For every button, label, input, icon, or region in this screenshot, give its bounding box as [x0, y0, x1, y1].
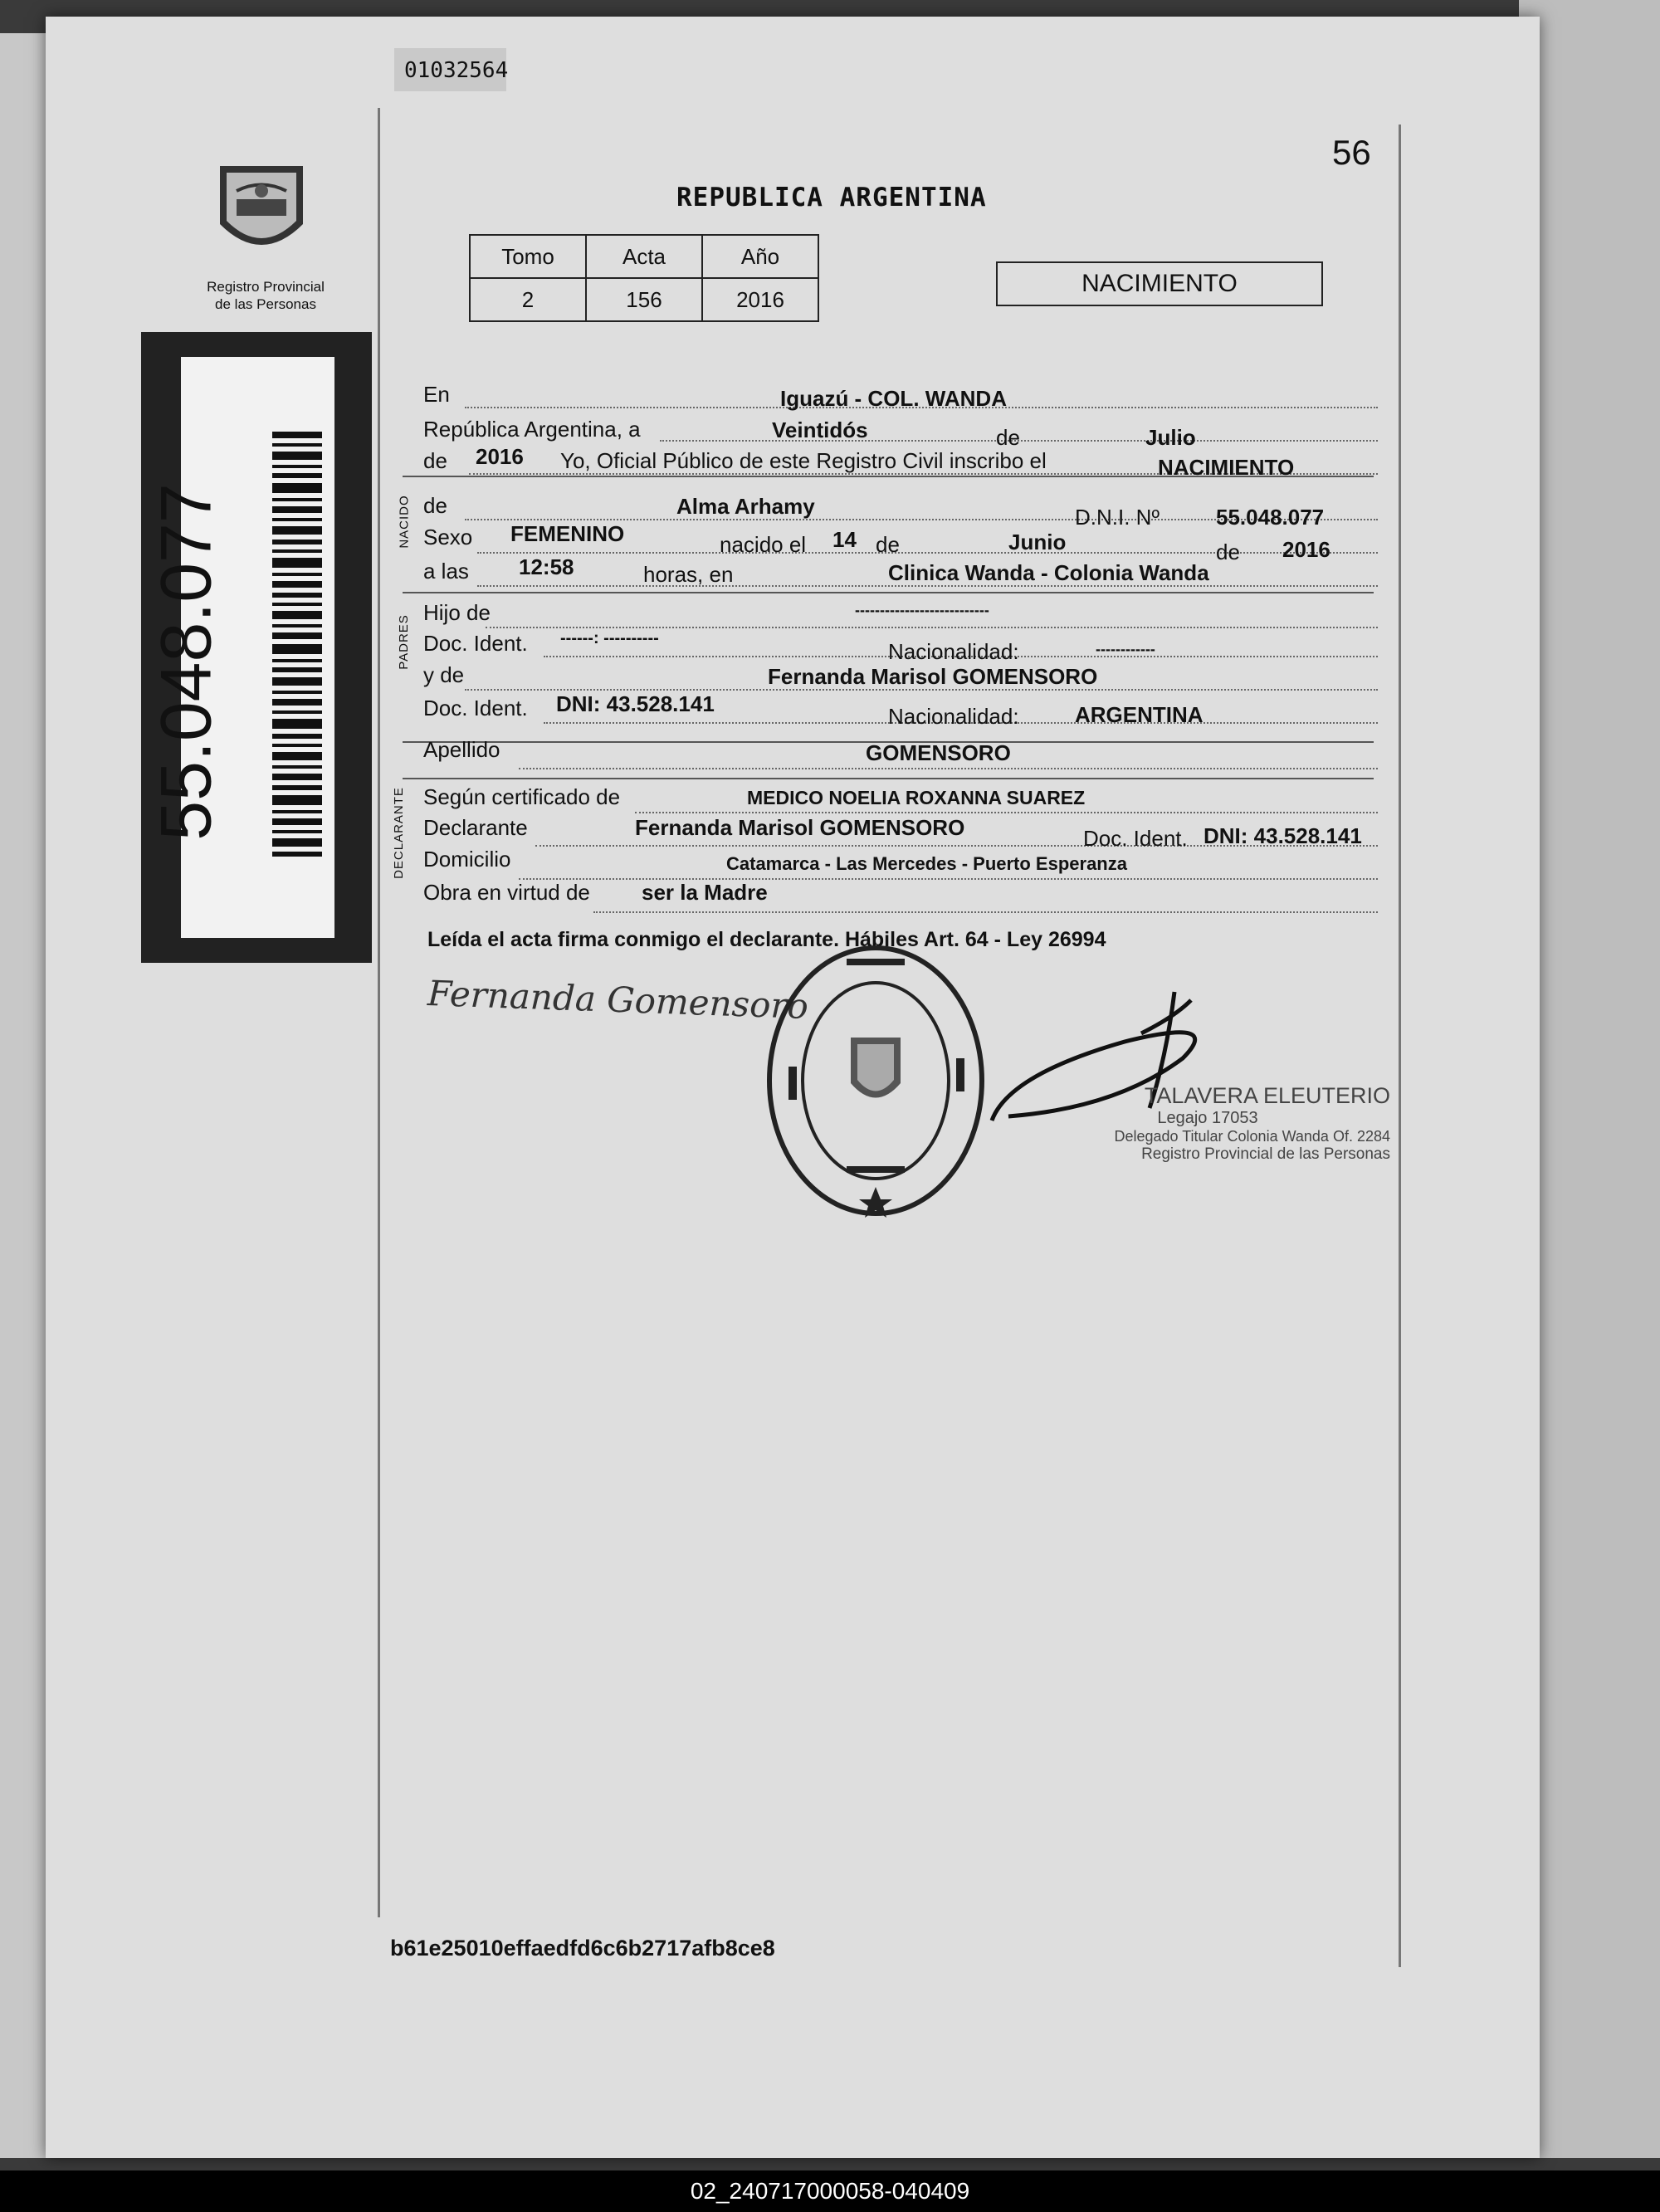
de-label-2: de — [423, 448, 447, 473]
seal-stamp-icon — [764, 942, 988, 1220]
doc-ident-label-2: Doc. Ident. — [423, 696, 528, 720]
nacionalidad-label-1: Nacionalidad: — [888, 639, 1019, 664]
obra-value: ser la Madre — [642, 880, 768, 905]
section-padres: PADRES — [396, 614, 411, 670]
apellido-label: Apellido — [423, 737, 500, 762]
barcode-number: 55.048.077 — [146, 483, 227, 841]
madre-value: Fernanda Marisol GOMENSORO — [768, 664, 1098, 689]
sexo-value: FEMENINO — [510, 521, 625, 546]
right-margin-line — [1399, 125, 1401, 1967]
section-declarante: DECLARANTE — [391, 787, 406, 879]
act-type: NACIMIENTO — [1081, 270, 1238, 297]
mes-nac-value: Junio — [1008, 530, 1067, 554]
mes-value: Julio — [1145, 425, 1196, 450]
dia-nac-value: 14 — [832, 527, 857, 552]
tomo-header: Tomo — [470, 235, 586, 278]
official-legajo: Legajo 17053 — [1157, 1109, 1258, 1127]
registry-label: Registro Provincial de las Personas — [207, 279, 325, 312]
obra-label: Obra en virtud de — [423, 880, 590, 905]
certificado-label: Según certificado de — [423, 784, 621, 809]
page-number: 56 — [1332, 133, 1371, 172]
stamp-number: 01032564 — [404, 58, 509, 83]
tomo-acta-table — [469, 234, 819, 322]
round-seal — [764, 942, 988, 1220]
hora-value: 12:58 — [519, 554, 574, 579]
misiones-seal-icon — [212, 149, 311, 266]
doc-ident-label-1: Doc. Ident. — [423, 631, 528, 656]
acta-value: 156 — [586, 278, 702, 321]
act-type-box — [996, 261, 1323, 306]
official-name: TALAVERA ELEUTERIO — [1144, 1083, 1390, 1108]
doc-ident-label-3: Doc. Ident. — [1083, 826, 1188, 851]
acta-header: Acta — [586, 235, 702, 278]
document-hash: b61e25010effaedfd6c6b2717afb8ce8 — [390, 1936, 775, 1961]
footer-bar — [0, 2170, 1660, 2212]
underlying-sheet-left — [0, 33, 50, 2158]
declarante-signature: Fernanda Gomensoro — [427, 973, 809, 1027]
declarante-value: Fernanda Marisol GOMENSORO — [635, 815, 965, 840]
nac-padre-value: ------------ — [1096, 641, 1155, 657]
official-block — [1025, 1083, 1390, 1164]
de-label-5: de — [1216, 540, 1240, 564]
lugar-value: Clinica Wanda - Colonia Wanda — [888, 560, 1209, 585]
separator-padres — [403, 592, 1374, 593]
sexo-label: Sexo — [423, 525, 473, 549]
nacido-el-label: nacido el — [720, 532, 807, 557]
anio-value: 2016 — [702, 278, 818, 321]
nac-madre-value: ARGENTINA — [1075, 702, 1204, 727]
nombre-value: Alma Arhamy — [676, 494, 815, 519]
republica-label: República Argentina, a — [423, 417, 641, 442]
en-value: Iguazú - COL. WANDA — [780, 386, 1007, 411]
horas-en-label: horas, en — [643, 562, 734, 587]
de-label-1: de — [996, 425, 1020, 450]
apellido-value: GOMENSORO — [866, 740, 1011, 765]
inscribo-value: NACIMIENTO — [1158, 455, 1295, 480]
footer-id: 02_240717000058-040409 — [690, 2178, 970, 2204]
barcode-icon — [272, 432, 322, 863]
birth-certificate-page — [46, 17, 1540, 2158]
de-label-3: de — [423, 493, 447, 518]
anio-header: Año — [702, 235, 818, 278]
declarante-label: Declarante — [423, 815, 528, 840]
page-title: REPUBLICA ARGENTINA — [676, 183, 987, 212]
barcode-sticker — [141, 332, 372, 963]
de-label-4: de — [876, 532, 900, 557]
certificado-value: MEDICO NOELIA ROXANNA SUAREZ — [747, 787, 1086, 808]
a-las-label: a las — [423, 559, 469, 584]
separator-declarante — [403, 778, 1374, 779]
anio-nac-value: 2016 — [1282, 537, 1330, 562]
domicilio-value: Catamarca - Las Mercedes - Puerto Esperanza — [726, 853, 1127, 874]
dni-value: 55.048.077 — [1216, 505, 1325, 530]
en-label: En — [423, 382, 450, 407]
anio-value: 2016 — [476, 444, 524, 469]
doc-declarante-value: DNI: 43.528.141 — [1204, 823, 1362, 848]
official-cargo: Delegado Titular Colonia Wanda Of. 2284 — [1114, 1128, 1390, 1145]
domicilio-label: Domicilio — [423, 847, 511, 872]
doc-padre-value: ------: ---------- — [560, 629, 659, 647]
underlying-sheet-right — [1519, 0, 1660, 2158]
dia-value: Veintidós — [772, 417, 868, 442]
nacionalidad-label-2: Nacionalidad: — [888, 704, 1019, 729]
registry-logo — [212, 149, 311, 266]
dni-label: D.N.I. Nº — [1075, 505, 1160, 530]
tomo-value: 2 — [470, 278, 586, 321]
section-nacido: NACIDO — [397, 495, 412, 549]
official-registro: Registro Provincial de las Personas — [1141, 1145, 1390, 1163]
doc-madre-value: DNI: 43.528.141 — [556, 691, 715, 716]
padre-value: --------------------------- — [855, 602, 989, 618]
yo-text: Yo, Oficial Público de este Registro Civil inscribo el — [560, 448, 1047, 473]
stamp-number-box — [394, 48, 509, 91]
closing-text: Leída el acta firma conmigo el declarante. Hábiles Art. 64 - Ley 26994 — [427, 928, 1106, 951]
y-de-label: y de — [423, 662, 465, 687]
hijo-de-label: Hijo de — [423, 600, 491, 625]
left-margin-line — [378, 108, 380, 1917]
